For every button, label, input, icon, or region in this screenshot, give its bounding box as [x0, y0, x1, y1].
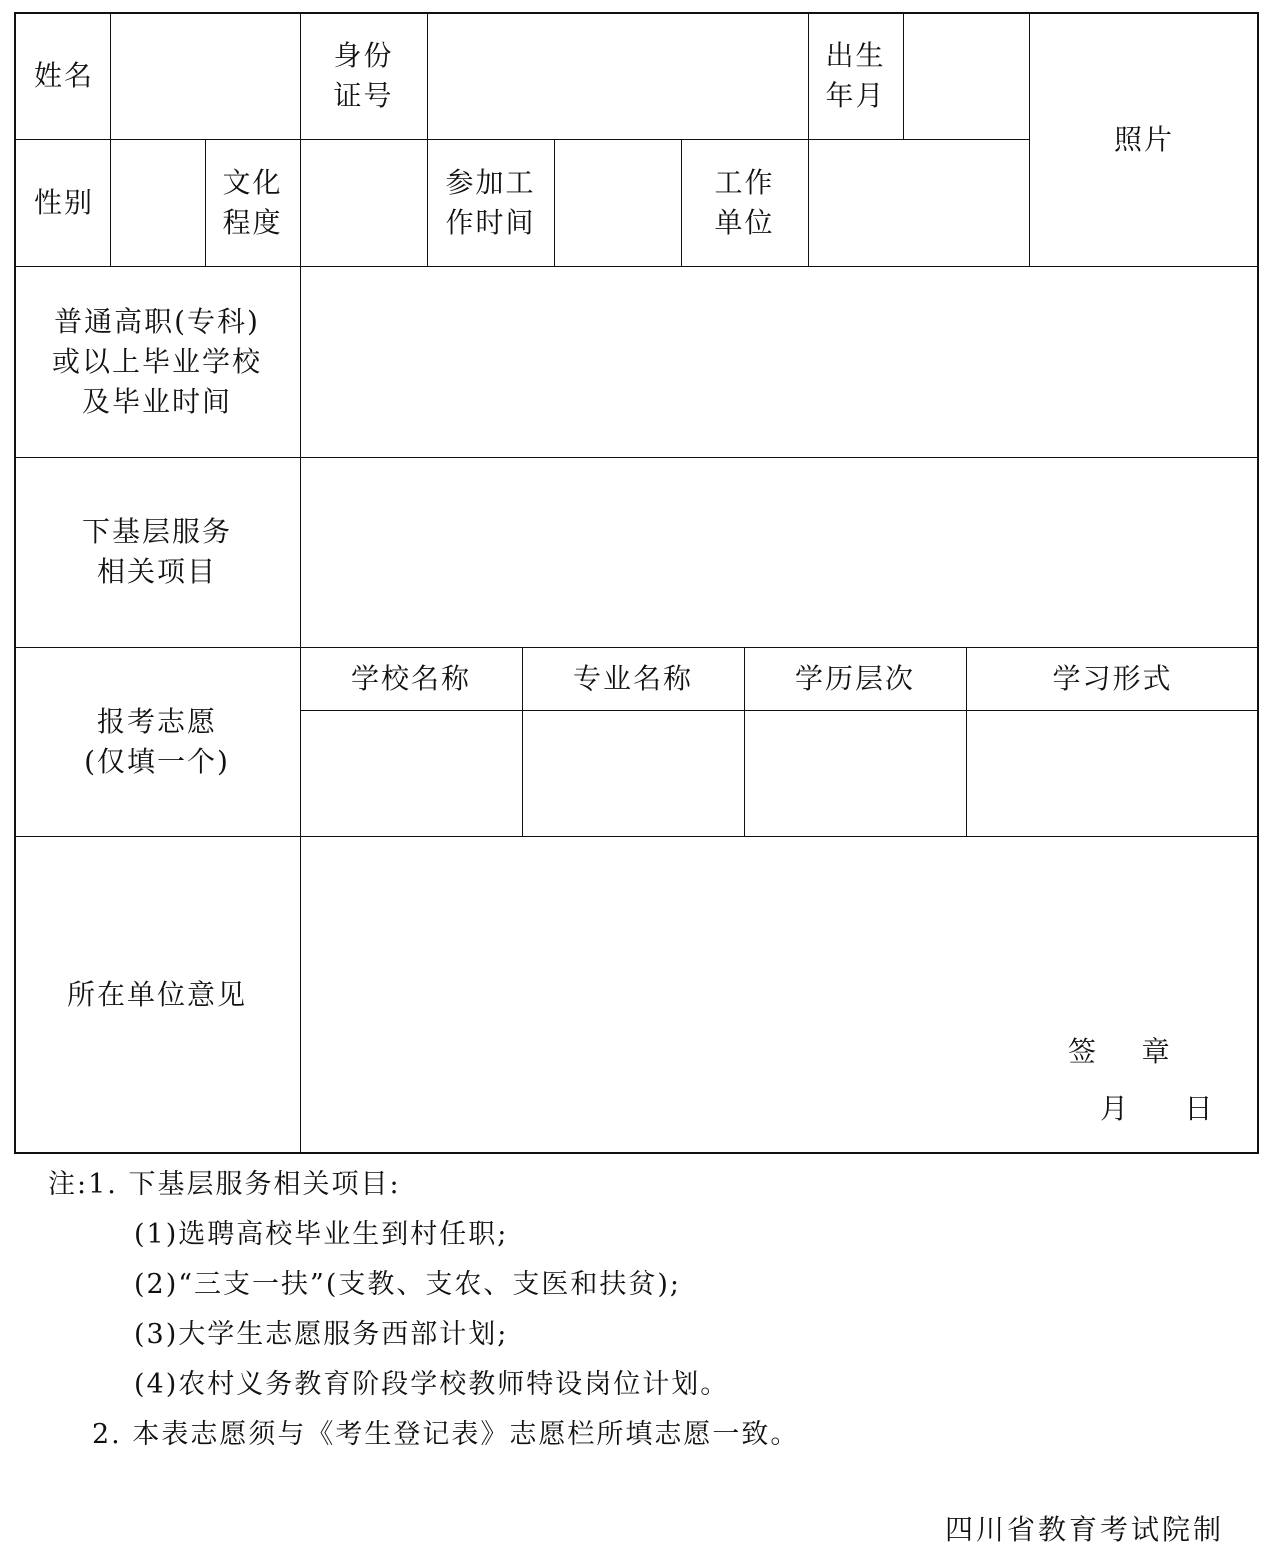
major-name-header: 专业名称 [572, 661, 693, 695]
photo-area[interactable]: 照片 [1113, 123, 1174, 156]
education-field[interactable] [301, 140, 427, 266]
work-start-label: 参加工 作时间 [445, 165, 536, 239]
id-number-field[interactable] [428, 13, 808, 139]
notes-section [48, 1160, 1228, 1460]
school-name-header: 学校名称 [350, 661, 471, 695]
note-2: 2. 本表志愿须与《考生登记表》志愿栏所填志愿一致。 [92, 1419, 800, 1450]
gender-label: 性别 [34, 185, 95, 219]
employer-opinion-label: 所在单位意见 [66, 978, 247, 1011]
degree-level-header: 学历层次 [794, 661, 915, 695]
note-item-1: (1)选聘高校毕业生到村任职; [134, 1219, 509, 1250]
study-mode-field[interactable] [967, 711, 1259, 836]
id-number-label: 身份 证号 [333, 38, 394, 112]
name-label: 姓名 [34, 58, 95, 92]
note-1-title: 注:1. 下基层服务相关项目: [48, 1169, 401, 1200]
issuer-footer: 四川省教育考试院制 [944, 1513, 1224, 1546]
employer-label: 工作 单位 [714, 165, 775, 239]
service-projects-label: 下基层服务 相关项目 [81, 515, 232, 588]
date-label: 月 日 [1100, 1092, 1215, 1125]
study-mode-header: 学习形式 [1052, 661, 1173, 695]
note-item-3: (3)大学生志愿服务西部计划; [134, 1319, 509, 1350]
note-item-2: (2)“三支一扶”(支教、支农、支医和扶贫); [134, 1269, 682, 1300]
education-label: 文化 程度 [222, 165, 283, 239]
gender-field[interactable] [111, 140, 205, 266]
graduation-field[interactable] [301, 267, 1259, 457]
birth-date-label: 出生 年月 [825, 38, 886, 112]
employer-field[interactable] [809, 140, 1029, 266]
work-start-field[interactable] [555, 140, 681, 266]
service-projects-field[interactable] [301, 458, 1259, 647]
graduation-label: 普通高职(专科) 或以上毕业学校 及毕业时间 [51, 304, 262, 418]
degree-level-field[interactable] [745, 711, 966, 836]
major-name-field[interactable] [523, 711, 744, 836]
seal-label: 签 章 [1068, 1035, 1172, 1068]
note-item-4: (4)农村义务教育阶段学校教师特设岗位计划。 [134, 1369, 730, 1400]
school-name-field[interactable] [301, 711, 522, 836]
name-field[interactable] [111, 13, 300, 139]
birth-date-field[interactable] [904, 13, 1029, 139]
application-label: 报考志愿 (仅填一个) [84, 704, 230, 778]
